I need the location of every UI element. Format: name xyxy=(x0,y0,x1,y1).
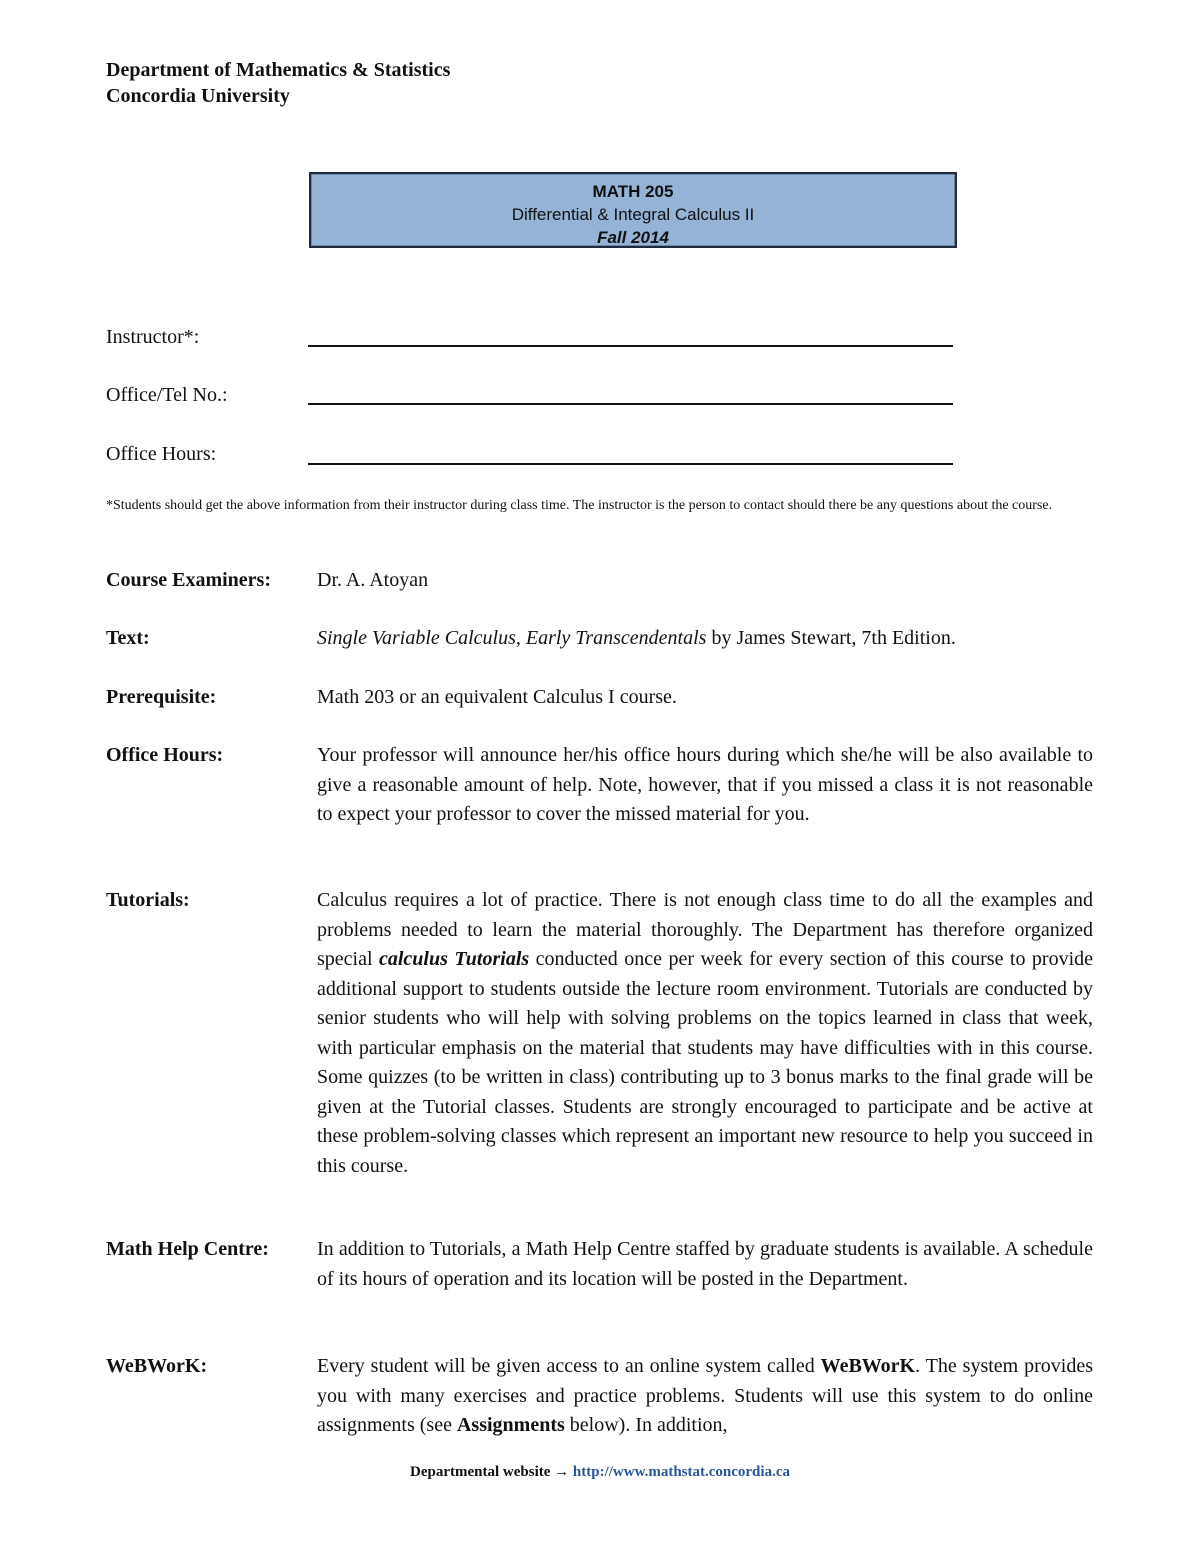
help-centre-label: Math Help Centre: xyxy=(106,1238,269,1260)
tutorials-text-part2: conducted once per week for every section of this course to provide additional support to students outside the lecture room environment. Tutorials are conducted by senior students who will help with solving problems on the topics learned in class that week, with particular emphasis on the material that students may have difficulties with in this course. Some quizzes (to be written in class) contributing up to 3 bonus marks to the final grade will be given at the Tutorial classes. Students are strongly encouraged to participate and be active at these problem-solving classes which represent an important new resource to help you succeed in this course. xyxy=(317,948,1094,1177)
webwork-label: WeBWorK: xyxy=(106,1355,208,1377)
webwork-text-part3: below). In addition, xyxy=(564,1414,728,1436)
prerequisite-text: Math 203 or an equivalent Calculus I course. xyxy=(317,686,677,708)
course-code: MATH 205 xyxy=(592,182,674,201)
tutorials-label: Tutorials: xyxy=(106,889,190,911)
help-centre-text: In addition to Tutorials, a Math Help Centre staffed by graduate students is available. A schedule of its hours of operation and its location will be posted in the Department. xyxy=(317,1238,1093,1290)
textbook-title: Single Variable Calculus, Early Transcendentals xyxy=(317,627,707,649)
footer xyxy=(0,1464,1200,1481)
instructor-label: Instructor*: xyxy=(106,326,200,348)
office-hours-info-label: Office Hours: xyxy=(106,443,217,465)
office-tel-blank-line xyxy=(308,403,953,405)
tutorials-emphasis: calculus Tutorials xyxy=(378,948,530,970)
textbook-text xyxy=(317,624,1093,654)
office-hours-text: Your professor will announce her/his office hours during which she/he will be also available to give a reasonable amount of help. Note, however, that if you missed a class it is not reasonable to expect your professor to cover the missed material for you. xyxy=(317,744,1093,825)
tutorials-text xyxy=(317,886,1093,1181)
office-hours-blank-line xyxy=(308,463,953,465)
webwork-text xyxy=(317,1352,1093,1441)
text-label: Text: xyxy=(106,627,150,649)
course-title: Differential & Integral Calculus II xyxy=(511,205,755,224)
footer-label: Departmental website xyxy=(410,1464,551,1480)
university-name: Concordia University xyxy=(106,85,290,107)
department-website-link[interactable]: http://www.mathstat.concordia.ca xyxy=(572,1464,790,1480)
textbook-author: by James Stewart, 7th Edition. xyxy=(706,627,956,649)
webwork-text-part2: . The system provides you with many exercises and practice problems. Students will use this system to do online assignments (see xyxy=(317,1355,1093,1436)
office-hours-label: Office Hours: xyxy=(106,744,224,766)
office-tel-label: Office/Tel No.: xyxy=(106,384,228,406)
instructor-blank-line xyxy=(308,345,953,347)
examiners-label: Course Examiners: xyxy=(106,569,271,591)
tutorials-text-part1: Calculus requires a lot of practice. There is not enough class time to do all the examples and problems needed to learn the material thoroughly. The Department has therefore organized special xyxy=(317,889,1093,970)
department-name: Department of Mathematics & Statistics xyxy=(106,59,451,81)
arrow-icon: → xyxy=(554,1464,570,1480)
assignments-bold: Assignments xyxy=(456,1414,565,1436)
header xyxy=(106,57,450,109)
webwork-bold-name: WeBWorK xyxy=(820,1355,916,1377)
examiners-text: Dr. A. Atoyan xyxy=(317,569,429,591)
webwork-text-part1: Every student will be given access to an online system called xyxy=(317,1355,821,1377)
course-term: Fall 2014 xyxy=(597,228,669,247)
footnote: *Students should get the above information from their instructor during class time. The instructor is the person to contact should there be any questions about the course. xyxy=(106,498,1053,513)
prerequisite-label: Prerequisite: xyxy=(106,686,217,708)
course-title-box xyxy=(309,172,957,248)
